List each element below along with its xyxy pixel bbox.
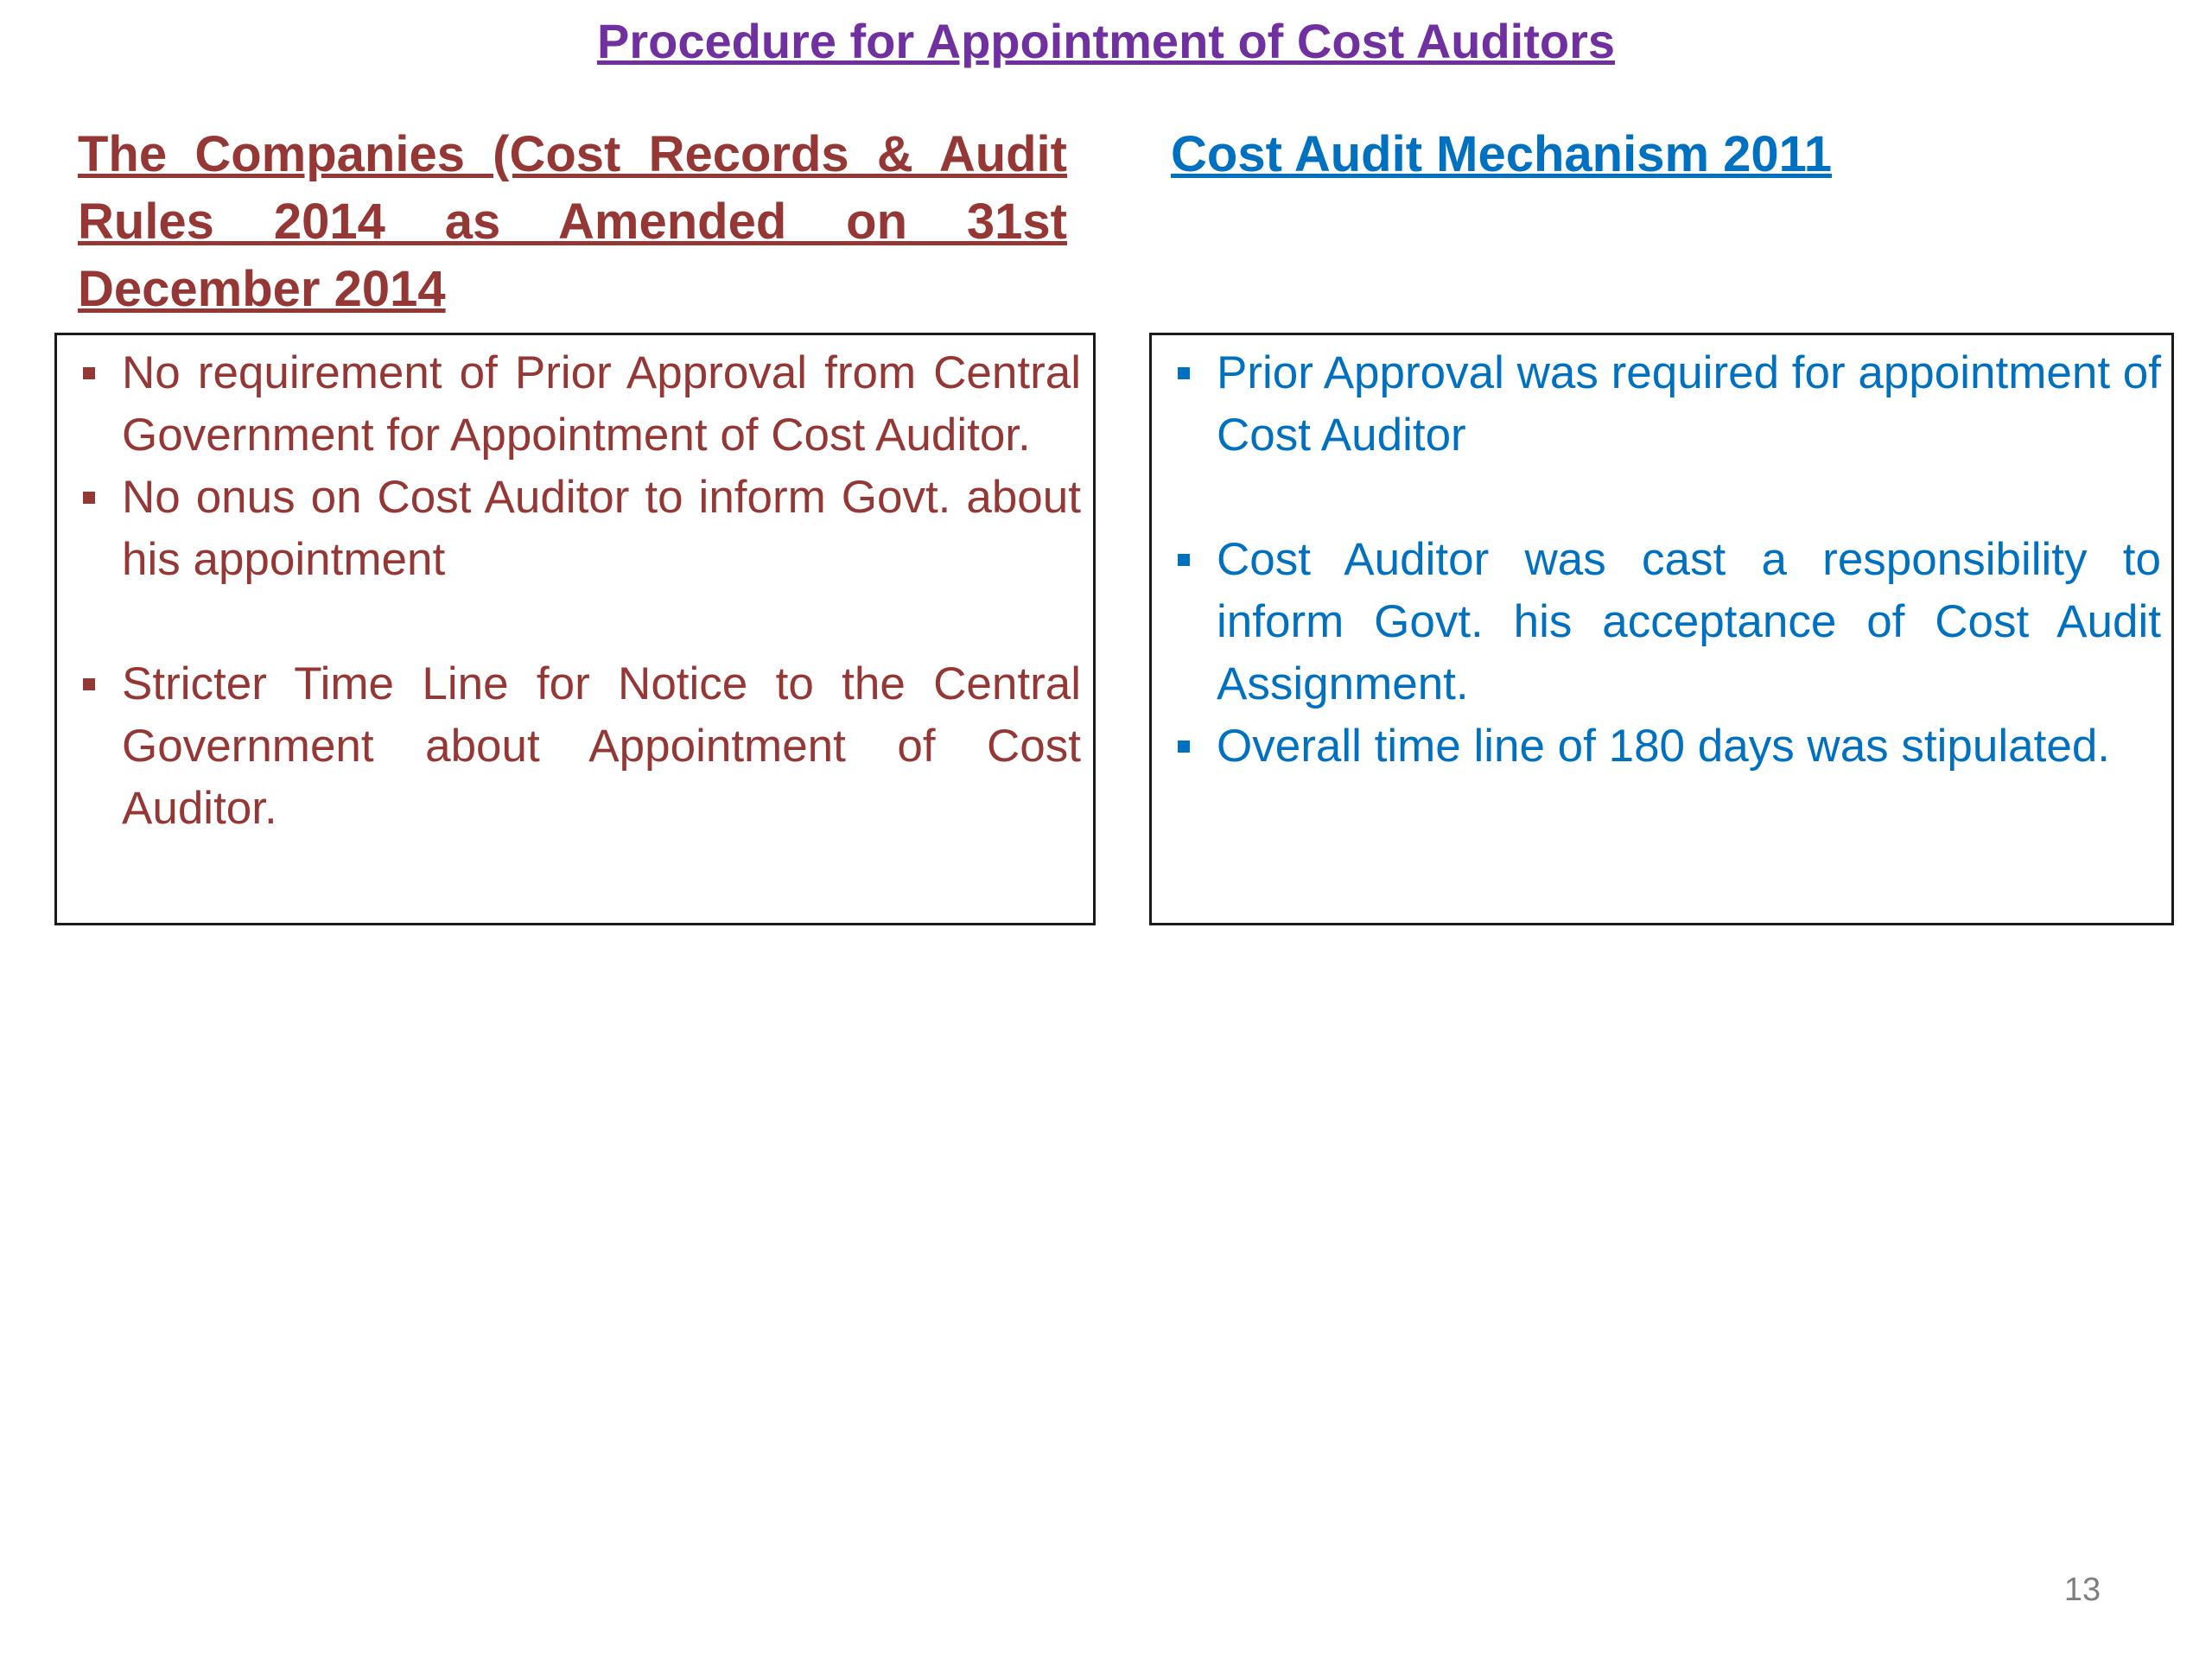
square-bullet-icon: [1178, 367, 1190, 379]
left-bullet-item: [74, 467, 1081, 591]
square-bullet-icon: [1178, 554, 1190, 566]
right-bullet-text: Overall time line of 180 days was stipulated.: [1217, 721, 2111, 772]
square-bullet-icon: [83, 367, 95, 379]
left-bullet-text: No onus on Cost Auditor to inform Govt. about his appointment: [122, 472, 1081, 585]
left-bullet-text: No requirement of Prior Approval from Central Government for Appointment of Cost Auditor.: [122, 347, 1081, 461]
page-number: 13: [2063, 1572, 2101, 1608]
slide-title: Procedure for Appointment of Cost Auditors: [596, 14, 1616, 68]
left-bullet-list: [74, 342, 1081, 840]
right-comparison-box: [1149, 333, 2174, 925]
right-bullet-item: [1169, 342, 2161, 467]
left-column-heading: The Companies (Cost Records & Audit Rules 2014 as Amended on 31st December 2014: [78, 126, 1067, 317]
right-bullet-text: Cost Auditor was cast a responsibility to inform Govt. his acceptance of Cost Audit Assignment.: [1217, 534, 2161, 709]
left-bullet-item: [74, 342, 1081, 467]
right-bullet-text: Prior Approval was required for appointment of Cost Auditor: [1217, 347, 2161, 461]
square-bullet-icon: [83, 678, 95, 690]
left-bullet-item: [74, 653, 1081, 840]
right-bullet-list: [1169, 342, 2161, 778]
right-bullet-item: [1169, 529, 2161, 715]
left-comparison-box: [54, 333, 1096, 925]
square-bullet-icon: [1178, 741, 1190, 753]
right-bullet-item: [1169, 715, 2161, 778]
square-bullet-icon: [83, 492, 95, 504]
right-column-heading: Cost Audit Mechanism 2011: [1171, 126, 1832, 182]
left-bullet-text: Stricter Time Line for Notice to the Central Government about Appointment of Cost Auditor.: [122, 658, 1081, 834]
